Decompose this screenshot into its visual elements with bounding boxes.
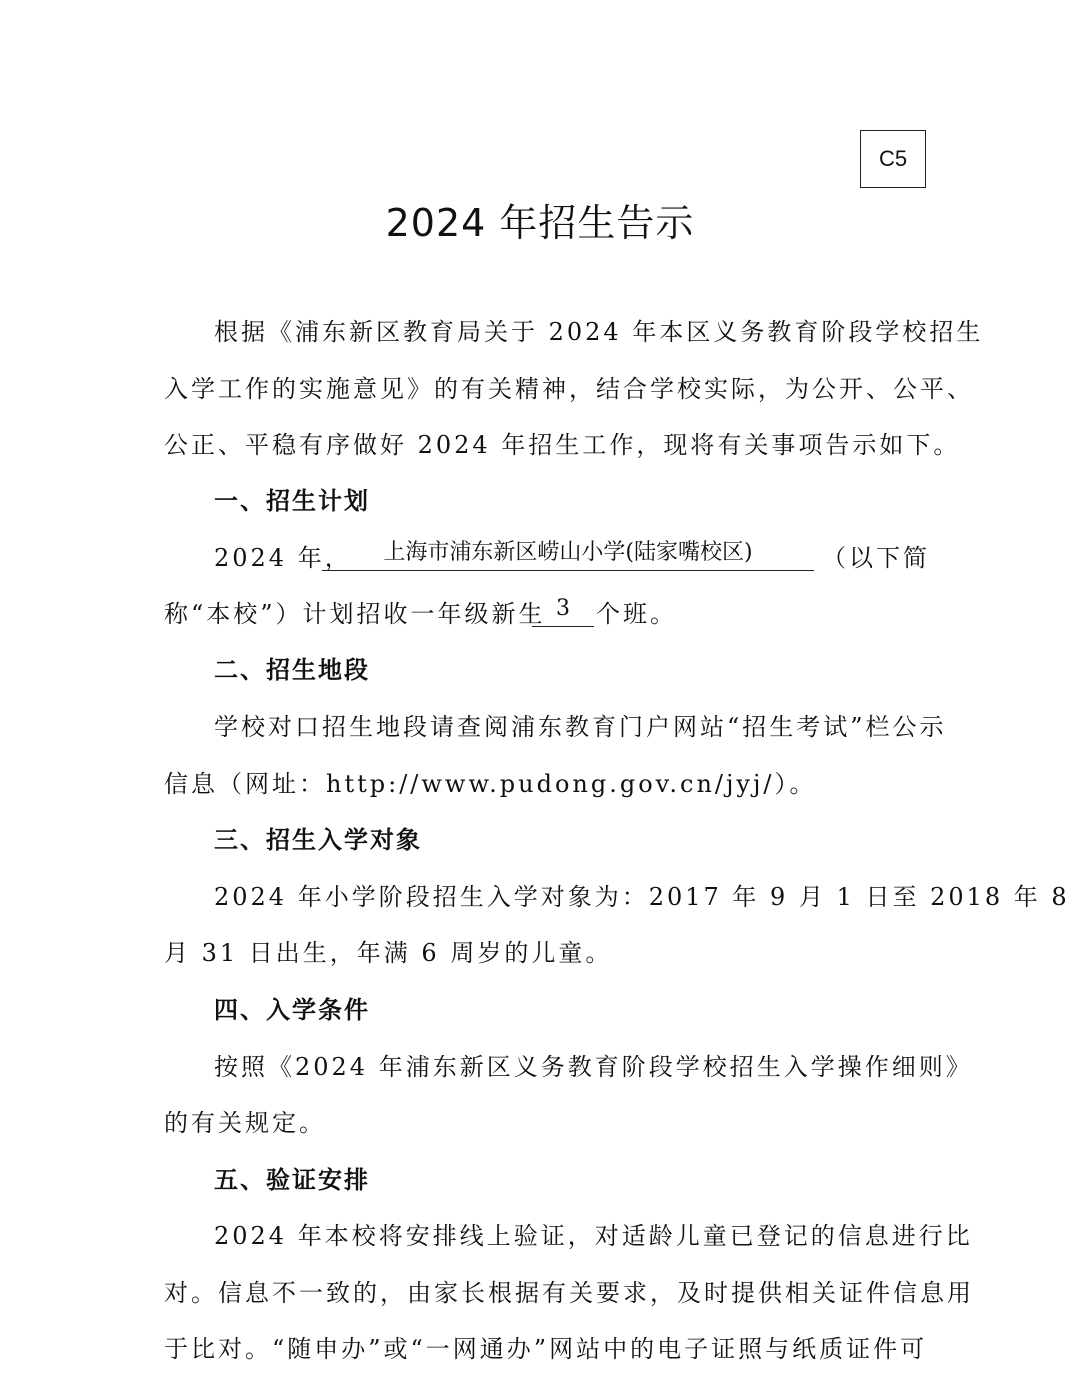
section-2-heading: 二、招生地段 bbox=[214, 656, 370, 684]
intro-line-2: 入学工作的实施意见》的有关精神，结合学校实际，为公开、公平、 bbox=[164, 375, 974, 403]
document-code-box bbox=[860, 130, 926, 188]
section-3-line-1: 2024 年小学阶段招生入学对象为：2017 年 9 月 1 日至 2018 年 8 bbox=[214, 883, 1070, 911]
section-1-heading: 一、招生计划 bbox=[214, 487, 370, 515]
document-code: C5 bbox=[878, 146, 908, 171]
section-2-line-1: 学校对口招生地段请查阅浦东教育门户网站“招生考试”栏公示 bbox=[214, 713, 947, 741]
section-5-line-1: 2024 年本校将安排线上验证，对适龄儿童已登记的信息进行比 bbox=[214, 1222, 973, 1250]
section-1-line-2-suffix: 个班。 bbox=[596, 600, 677, 628]
section-1-year-prefix: 2024 年， bbox=[214, 544, 352, 572]
section-4-line-2: 的有关规定。 bbox=[164, 1109, 326, 1137]
section-5-heading: 五、验证安排 bbox=[214, 1166, 370, 1194]
section-1-line-2-prefix: 称“本校”）计划招收一年级新生 bbox=[164, 600, 546, 628]
section-2-line-2: 信息（网址：http://www.pudong.gov.cn/jyj/）。 bbox=[164, 770, 817, 798]
class-count-field: 3 bbox=[532, 592, 594, 627]
intro-line-3: 公正、平稳有序做好 2024 年招生工作，现将有关事项告示如下。 bbox=[164, 431, 961, 459]
intro-line-1: 根据《浦东新区教育局关于 2024 年本区义务教育阶段学校招生 bbox=[214, 318, 984, 346]
section-3-heading: 三、招生入学对象 bbox=[214, 826, 422, 854]
section-5-line-3: 于比对。“随申办”或“一网通办”网站中的电子证照与纸质证件可 bbox=[164, 1335, 928, 1363]
school-name-field: 上海市浦东新区崂山小学(陆家嘴校区) bbox=[322, 536, 814, 571]
section-3-line-2: 月 31 日出生，年满 6 周岁的儿童。 bbox=[164, 939, 613, 967]
section-4-heading: 四、入学条件 bbox=[214, 996, 370, 1024]
document-title: 2024 年招生告示 bbox=[385, 201, 695, 245]
section-4-line-1: 按照《2024 年浦东新区义务教育阶段学校招生入学操作细则》 bbox=[214, 1053, 973, 1081]
section-1-suffix: （以下简 bbox=[822, 544, 930, 572]
section-5-line-2: 对。信息不一致的，由家长根据有关要求，及时提供相关证件信息用 bbox=[164, 1279, 974, 1307]
